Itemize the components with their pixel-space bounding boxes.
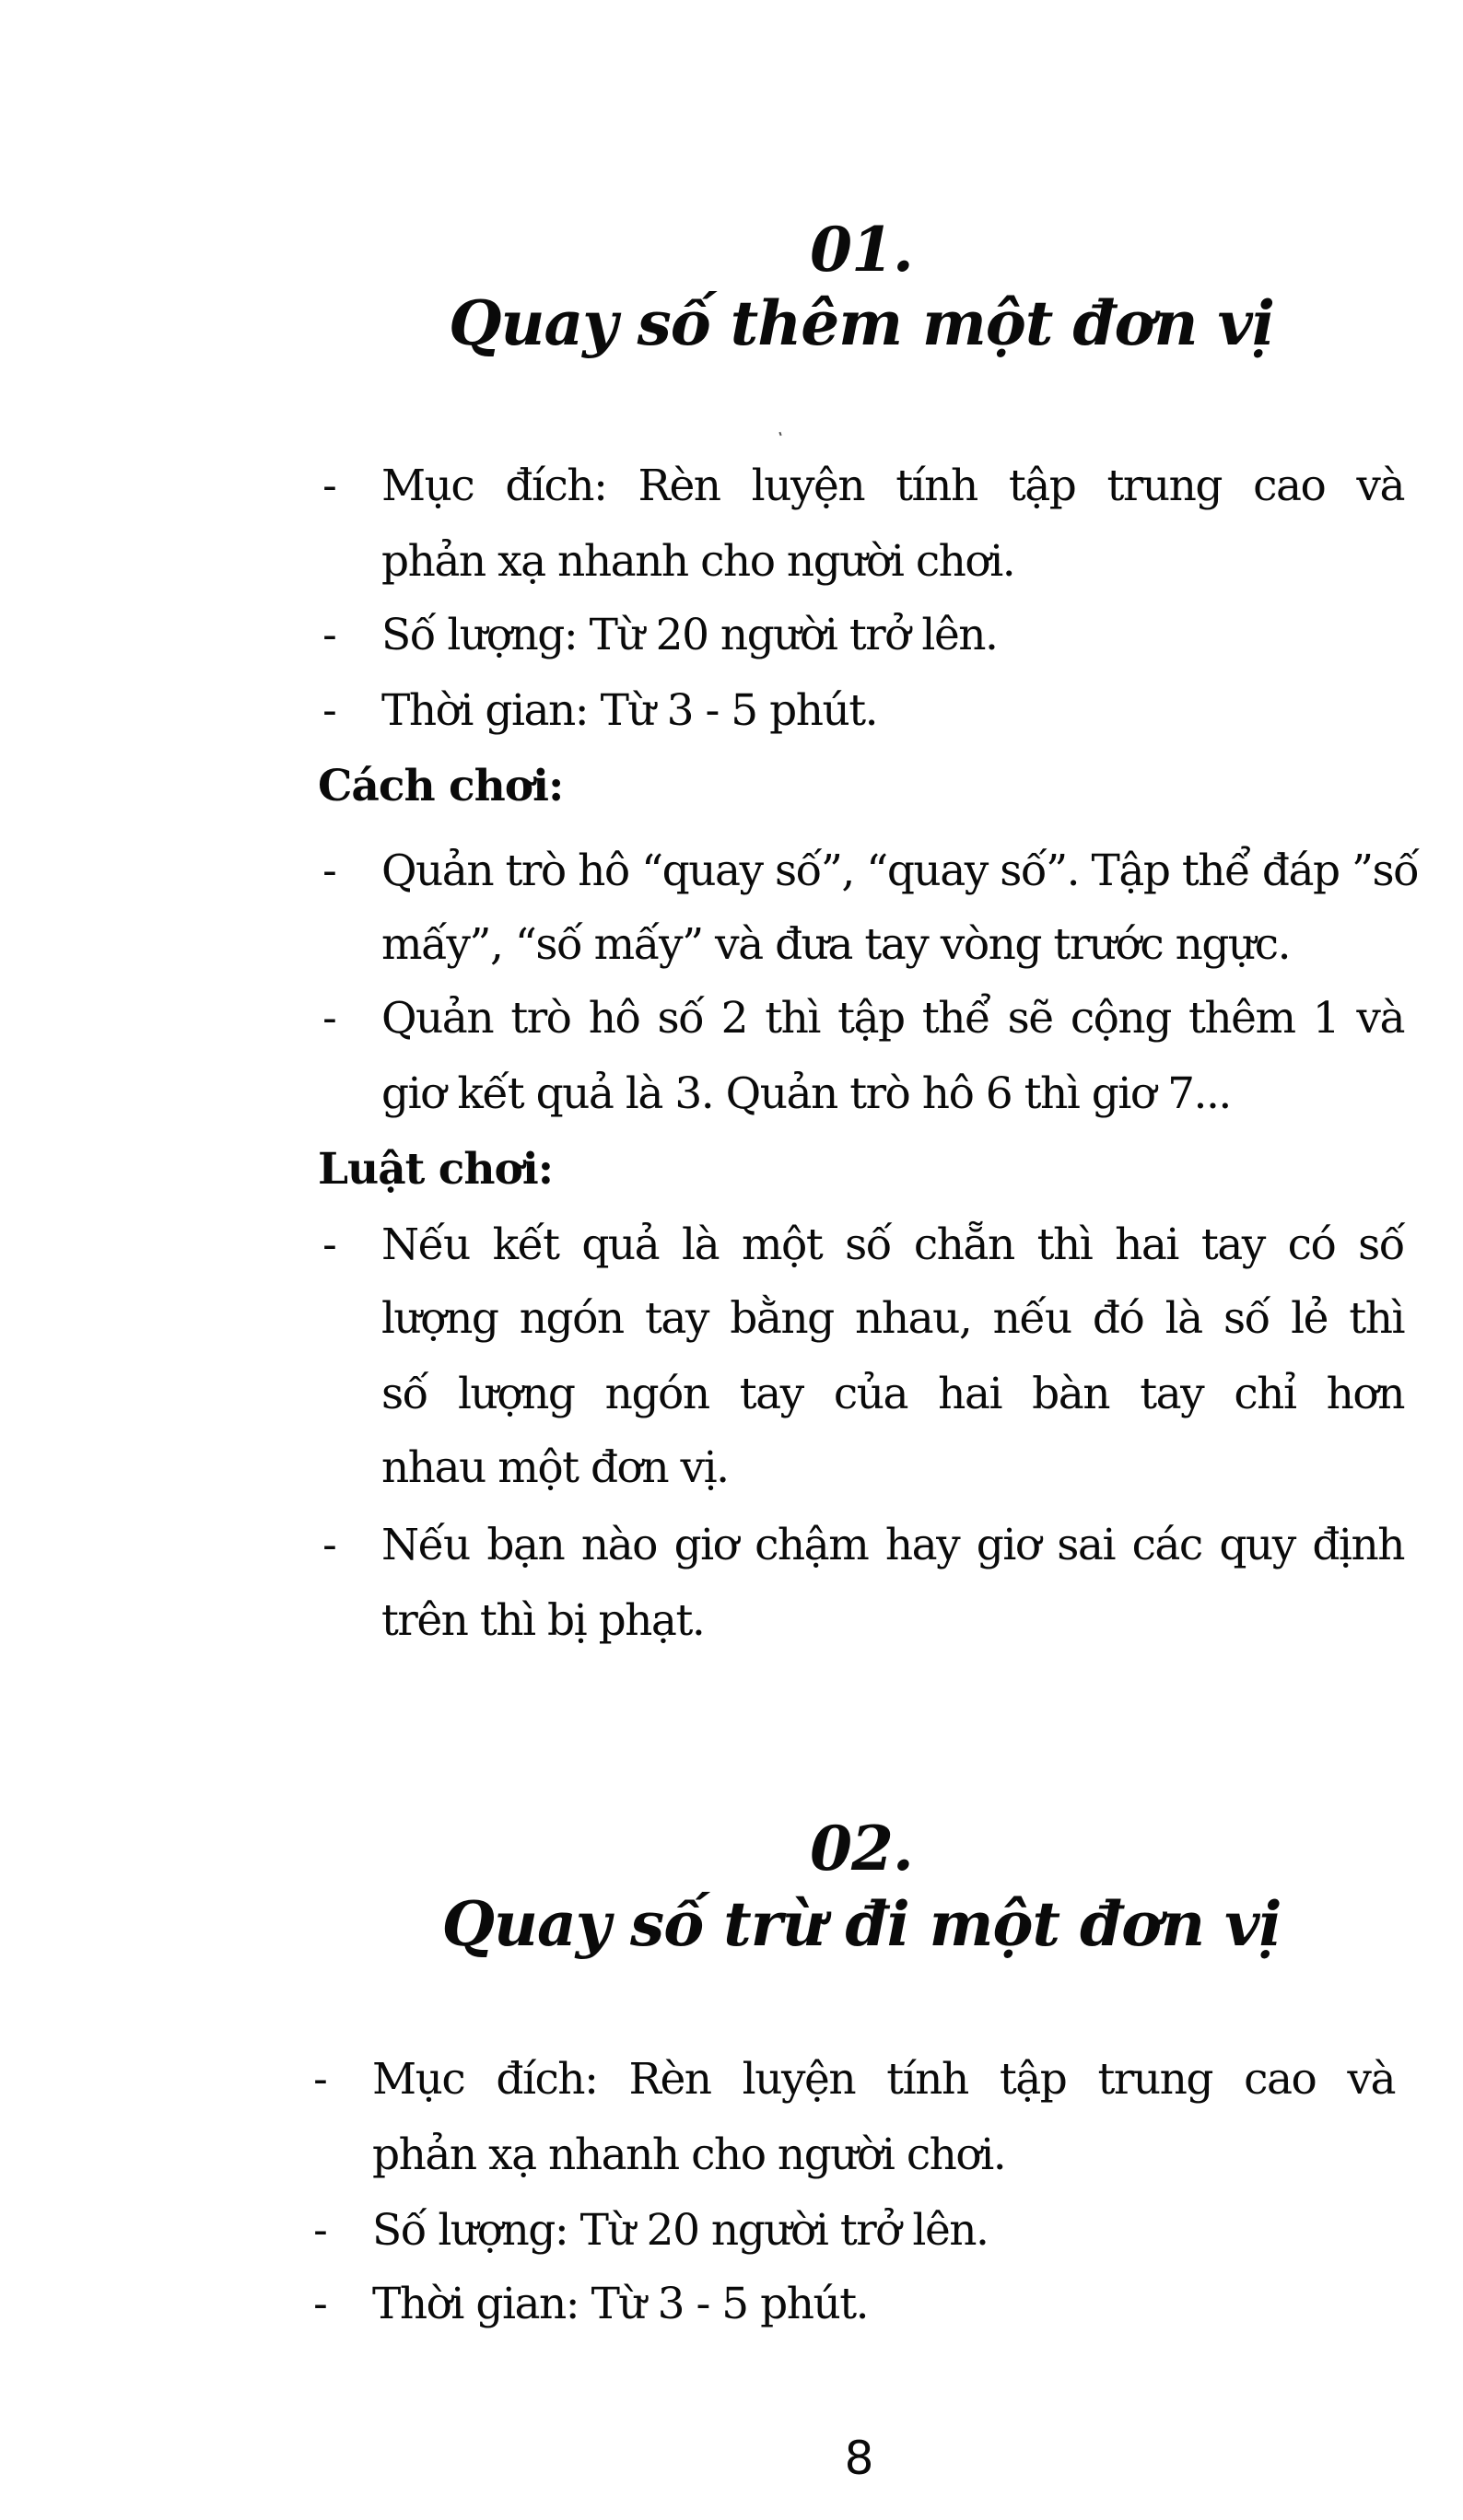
rules-line: lượng ngón tay bằng nhau, nếu đó là số lẻ thì xyxy=(381,1293,1404,1344)
section-title: Quay số trừ đi một đơn vị xyxy=(441,1888,1282,1960)
info-duration-line: Thời gian: Từ 3 - 5 phút. xyxy=(372,2279,869,2329)
rules-heading: Luật chơi: xyxy=(318,1144,554,1195)
scan-speck xyxy=(778,432,781,436)
info-purpose-line: Mục đích: Rèn luyện tính tập trung cao và xyxy=(372,2054,1395,2105)
info-duration-line: Thời gian: Từ 3 - 5 phút. xyxy=(381,685,878,736)
bullet-dash: - xyxy=(322,1221,337,1268)
section-number: 02. xyxy=(810,1813,913,1884)
bullet-dash: - xyxy=(322,995,337,1042)
rules-line: trên thì bị phạt. xyxy=(381,1595,705,1646)
bullet-dash: - xyxy=(322,847,337,894)
section-number: 01. xyxy=(810,214,913,286)
bullet-dash: - xyxy=(313,2056,328,2103)
info-purpose-line: Mục đích: Rèn luyện tính tập trung cao và xyxy=(381,461,1404,511)
section-title: Quay số thêm một đơn vị xyxy=(449,287,1274,359)
bullet-dash: - xyxy=(322,462,337,509)
how-to-play-heading: Cách chơi: xyxy=(318,761,564,811)
how-to-play-line: mấy”, “số mấy” và đưa tay vòng trước ngực. xyxy=(381,919,1291,970)
info-purpose-line: phản xạ nhanh cho người chơi. xyxy=(372,2129,1006,2180)
info-quantity-line: Số lượng: Từ 20 người trở lên. xyxy=(372,2205,989,2256)
bullet-dash: - xyxy=(313,2207,328,2254)
rules-line: nhau một đơn vị. xyxy=(381,1442,729,1493)
how-to-play-line: Quản trò hô “quay số”, “quay số”. Tập thể đáp ”số xyxy=(381,846,1419,896)
bullet-dash: - xyxy=(313,2281,328,2328)
rules-line: số lượng ngón tay của hai bàn tay chỉ hơn xyxy=(381,1369,1404,1419)
rules-line: Nếu kết quả là một số chẵn thì hai tay có số xyxy=(381,1219,1404,1270)
info-purpose-line: phản xạ nhanh cho người chơi. xyxy=(381,536,1015,587)
rules-line: Nếu bạn nào giơ chậm hay giơ sai các quy định xyxy=(381,1520,1404,1570)
how-to-play-line: Quản trò hô số 2 thì tập thể sẽ cộng thêm 1 và xyxy=(381,993,1404,1044)
bullet-dash: - xyxy=(322,1522,337,1569)
how-to-play-line: giơ kết quả là 3. Quản trò hô 6 thì giơ 7... xyxy=(381,1068,1231,1119)
bullet-dash: - xyxy=(322,687,337,734)
bullet-dash: - xyxy=(322,612,337,659)
page-number: 8 xyxy=(844,2432,874,2485)
info-quantity-line: Số lượng: Từ 20 người trở lên. xyxy=(381,610,998,660)
